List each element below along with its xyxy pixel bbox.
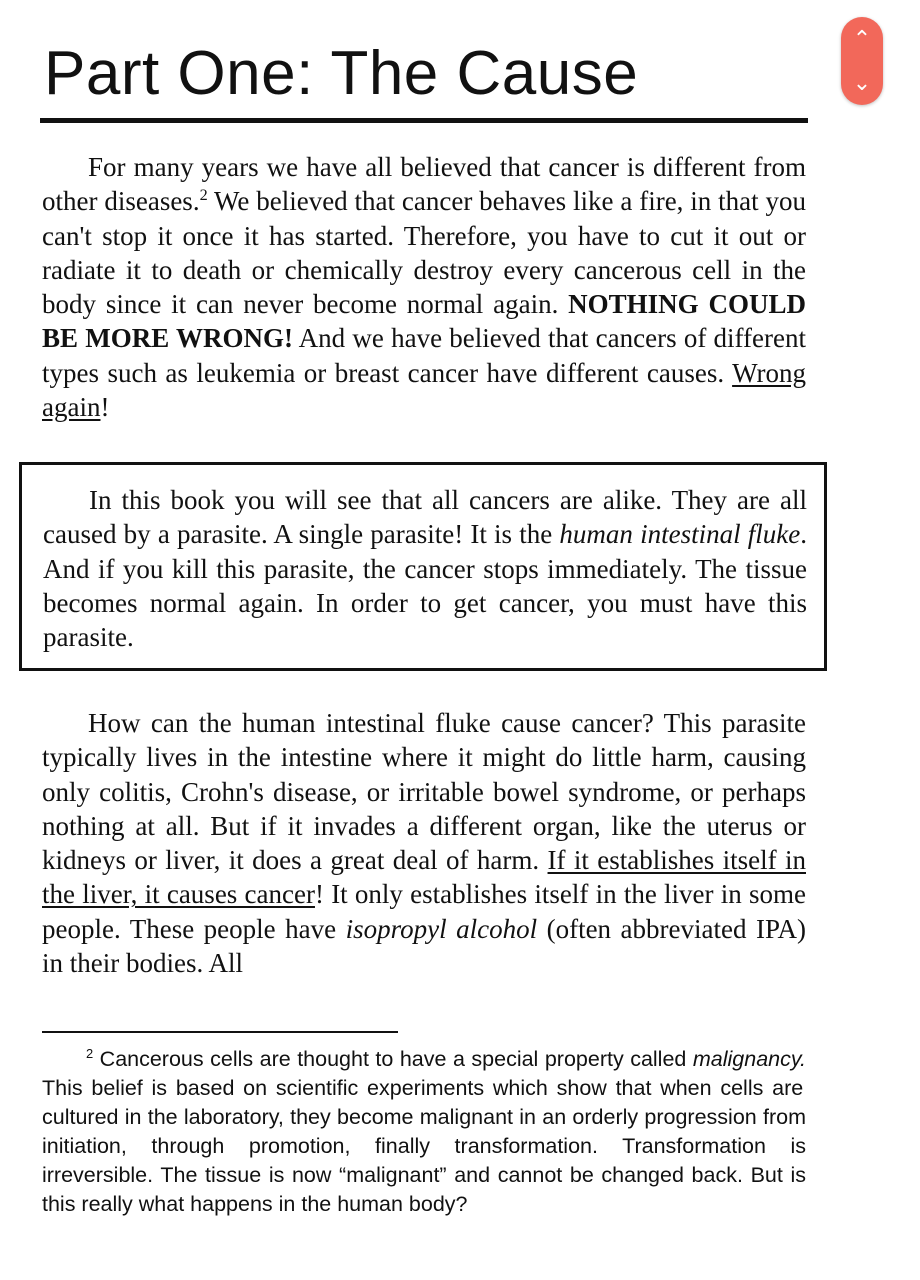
footnote-italic-term: malignancy. bbox=[692, 1047, 806, 1071]
footnote-text-2: This belief is based on scientific experiments which show that when cells are cultured in the laboratory, they become malignant in an orderly progression from initiation, through promotion, finally transformation. Transformation is irreversible. The tissue is now “malignant” and cannot be changed back. But is this really what happens in the human body? bbox=[42, 1076, 806, 1216]
para3-text-3: (often abbreviated IPA) in their bodies. All bbox=[42, 913, 806, 979]
footnote-separator bbox=[42, 1031, 398, 1033]
footnote-marker: 2 bbox=[86, 1045, 94, 1061]
paragraph-boxed bbox=[43, 483, 807, 654]
para1-bold-statement: NOTHING COULD BE MORE WRONG! bbox=[42, 289, 806, 354]
highlight-box bbox=[19, 462, 827, 671]
footnote-text-1: Cancerous cells are thought to have a special property called bbox=[93, 1047, 693, 1071]
para3-text-2: ! It only establishes itself in the liver in some people. These people have bbox=[42, 879, 806, 944]
chevron-up-icon[interactable]: ⌃ bbox=[852, 26, 872, 52]
page-title: Part One: The Cause bbox=[44, 39, 639, 108]
para1-text-2: We believed that cancer behaves like a fire, in that you can't stop it once it has started. Therefore, you have to cut it out or radiate it to death or chemically destroy every cancerous cell in the body since it can never become normal again. bbox=[42, 186, 807, 320]
paragraph-fluke bbox=[42, 706, 806, 980]
chevron-down-icon[interactable]: ⌄ bbox=[852, 70, 872, 96]
para1-text-3: And we have believed that cancers of different types such as leukemia or breast cancer have different causes. bbox=[42, 323, 806, 388]
para3-italic-term: isopropyl alcohol bbox=[345, 913, 538, 944]
page-nav-control bbox=[841, 17, 883, 105]
title-rule bbox=[40, 118, 808, 123]
para3-text-1: How can the human intestinal fluke cause cancer? This parasite typically lives in the intestine where it might do little harm, causing only colitis, Crohn's disease, or irritable bowel syndrome, or perhaps nothing at all. But if it invades a different organ, like the uterus or kidneys or liver, it does a great deal of harm. bbox=[42, 708, 806, 876]
paragraph-intro bbox=[42, 150, 806, 424]
para1-text-4: ! bbox=[100, 392, 110, 423]
box-italic-term: human intestinal fluke bbox=[559, 519, 801, 550]
footnote-reference[interactable]: 2 bbox=[199, 186, 208, 205]
box-text-1: In this book you will see that all cancers are alike. They are all caused by a parasite. A single parasite! It is the bbox=[43, 485, 807, 550]
para3-underlined-phrase: If it establishes itself in the liver, it causes cancer bbox=[42, 845, 806, 910]
para1-underlined-phrase: Wrong again bbox=[42, 357, 806, 423]
footnote bbox=[42, 1045, 806, 1219]
box-text-2: . And if you kill this parasite, the cancer stops immediately. The tissue becomes normal again. In order to get cancer, you must have this parasite. bbox=[43, 519, 808, 653]
para1-text-1: For many years we have all believed that cancer is different from other diseases. bbox=[42, 152, 806, 217]
